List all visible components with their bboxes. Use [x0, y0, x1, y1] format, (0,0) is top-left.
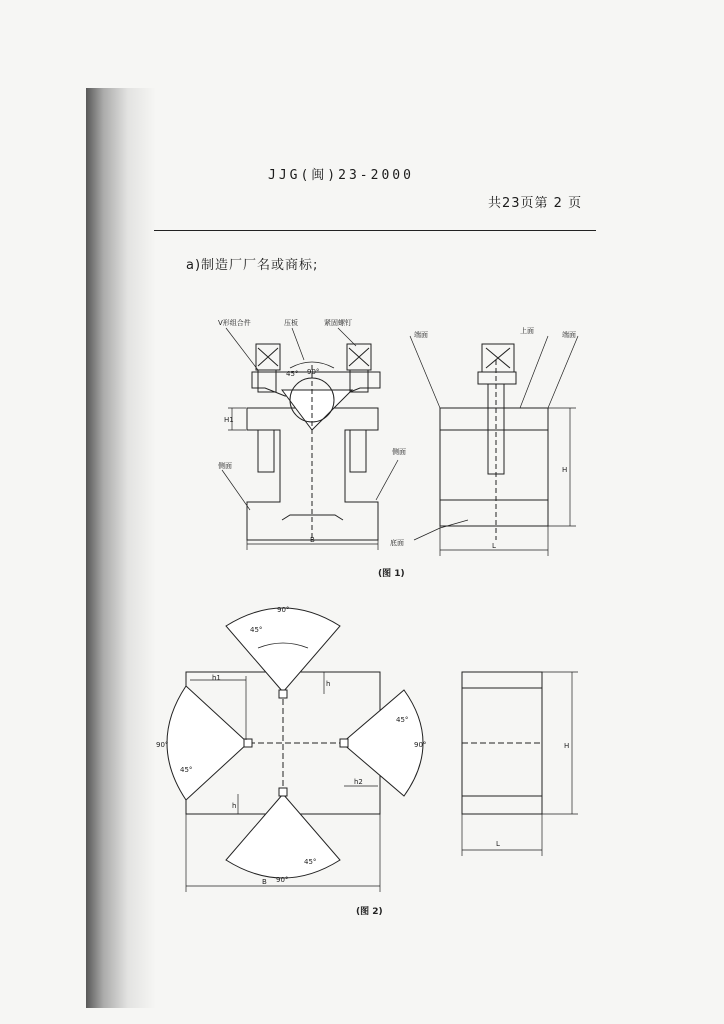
label-h-bottom: h [232, 802, 237, 810]
label-end-face-right: 端面 [562, 331, 576, 339]
figure2-side-view [462, 672, 578, 856]
label-angle90-fig1: 90° [307, 368, 320, 376]
figure2-front-view [167, 608, 423, 892]
label-b-fig2: B [262, 878, 267, 886]
label-clamp: 压板 [284, 319, 298, 327]
label-side-left: 侧面 [218, 462, 232, 470]
label-a45-right: 45° [396, 716, 409, 724]
label-h-top: h [326, 680, 331, 688]
label-top-face: 上面 [520, 327, 534, 335]
label-b-fig1: B [310, 536, 315, 544]
label-a90-left: 90° [156, 741, 169, 749]
label-h1-left: h1 [212, 674, 221, 682]
label-h2-right: h2 [354, 778, 363, 786]
label-a45-bottom: 45° [304, 858, 317, 866]
label-screw: 紧固螺钉 [324, 319, 352, 327]
label-v-block: V形组合件 [218, 319, 251, 327]
label-end-face-left: 端面 [414, 331, 428, 339]
label-h-fig1: H [562, 466, 568, 474]
label-h1-fig1: H1 [224, 416, 234, 424]
standard-code: JJG(闽)23-2000 [268, 168, 414, 183]
figure2-caption: (图 2) [356, 907, 383, 917]
figure1-front-view [222, 328, 398, 550]
label-l-fig1: L [492, 542, 496, 550]
figure1-caption: (图 1) [378, 569, 405, 579]
label-a90-top: 90° [277, 606, 290, 614]
figure1-side-view [410, 336, 578, 556]
label-angle45-fig1: 45° [286, 370, 299, 378]
label-a90-right: 90° [414, 741, 427, 749]
label-a45-top: 45° [250, 626, 263, 634]
list-item-a: a)制造厂厂名或商标; [186, 258, 319, 273]
label-h-fig2: H [564, 742, 570, 750]
label-a90-bottom: 90° [276, 876, 289, 884]
page-number: 共23页第 2 页 [488, 196, 583, 211]
label-bottom: 底面 [390, 539, 404, 547]
label-a45-left: 45° [180, 766, 193, 774]
label-l-fig2: L [496, 840, 500, 848]
label-side-right: 侧面 [392, 448, 406, 456]
